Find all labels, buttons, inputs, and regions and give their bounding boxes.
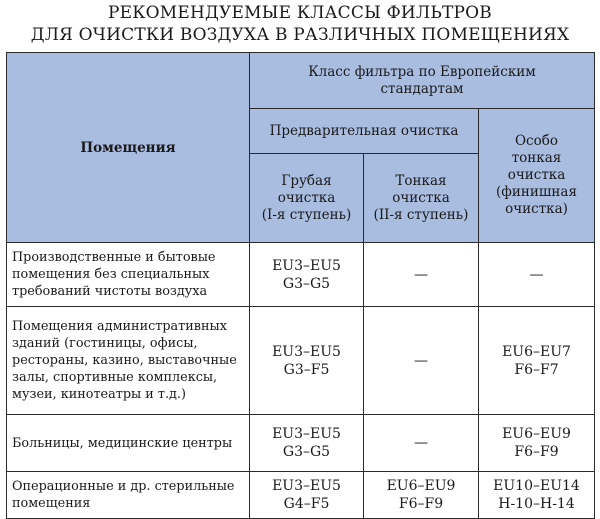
room-cell: Операционные и др. стерильные помещения (7, 472, 250, 519)
extra-cell (479, 415, 595, 472)
header-fine-line: Тонкая (395, 172, 447, 189)
value-line: EU3–EU5 (272, 343, 341, 360)
value-line: EU3–EU5 (272, 426, 341, 442)
coarse-cell (250, 415, 364, 472)
value-line: H-10–H-14 (498, 496, 575, 512)
extra-cell: — (479, 243, 595, 307)
value-line: EU3–EU5 (272, 478, 341, 494)
room-cell: Помещения административных зданий (гостиницы, офисы, рестораны, казино, выставочные залы, спортивные комплексы, музеи, кинотеатры и т.д.) (7, 307, 250, 415)
header-extra-line: очистка (507, 167, 566, 183)
table-row (7, 243, 595, 307)
header-extra-line: (финишная (496, 184, 577, 200)
header-rooms: Помещения (7, 53, 250, 243)
value-line: G3–G5 (282, 275, 331, 292)
fine-cell (364, 472, 479, 519)
value-line: G3–F5 (283, 361, 330, 378)
value-line: G3–G5 (282, 444, 331, 460)
header-pre-cleaning: Предварительная очистка (250, 109, 479, 154)
header-coarse-line: (I-я ступень) (261, 206, 352, 223)
coarse-cell (250, 307, 364, 415)
header-extra-fine (479, 109, 595, 243)
fine-cell: — (364, 307, 479, 415)
table-row (7, 415, 595, 472)
value-line: EU6–EU7 (502, 343, 571, 360)
header-extra-line: очистка) (505, 201, 568, 217)
page-title (0, 0, 600, 50)
header-fine-line: (II-я ступень) (373, 206, 469, 223)
table-row (7, 472, 595, 519)
title-line-1: РЕКОМЕНДУЕМЫЕ КЛАССЫ ФИЛЬТРОВ (108, 3, 492, 23)
value-line: F6–F9 (514, 444, 559, 460)
coarse-cell (250, 472, 364, 519)
value-line: G4–F5 (283, 496, 330, 512)
title-line-2: ДЛЯ ОЧИСТКИ ВОЗДУХА В РАЗЛИЧНЫХ ПОМЕЩЕНИЯХ (30, 25, 570, 45)
header-filter-class (250, 53, 595, 109)
header-extra-line: тонкая (511, 150, 562, 166)
table-row (7, 307, 595, 415)
coarse-cell (250, 243, 364, 307)
filter-class-table (6, 52, 595, 519)
value-line: EU6–EU9 (386, 478, 456, 494)
extra-cell (479, 472, 595, 519)
extra-cell (479, 307, 595, 415)
header-filter-class-text: Класс фильтра по Европейским стандартам (308, 63, 536, 97)
value-line: EU10–EU14 (493, 478, 580, 494)
value-line: EU6–EU9 (502, 426, 571, 442)
header-coarse-line: Грубая (281, 172, 332, 189)
room-cell: Производственные и бытовые помещения без специальных требований чистоты воздуха (7, 243, 250, 307)
header-fine-line: очистка (392, 189, 450, 206)
fine-cell: — (364, 415, 479, 472)
header-extra-line: Особо (514, 133, 558, 149)
fine-cell: — (364, 243, 479, 307)
value-line: EU3–EU5 (272, 257, 341, 274)
header-coarse (250, 154, 364, 243)
header-fine (364, 154, 479, 243)
room-cell: Больницы, медицинские центры (7, 415, 250, 472)
header-coarse-line: очистка (277, 189, 336, 206)
value-line: F6–F9 (398, 496, 444, 512)
value-line: F6–F7 (514, 361, 559, 378)
